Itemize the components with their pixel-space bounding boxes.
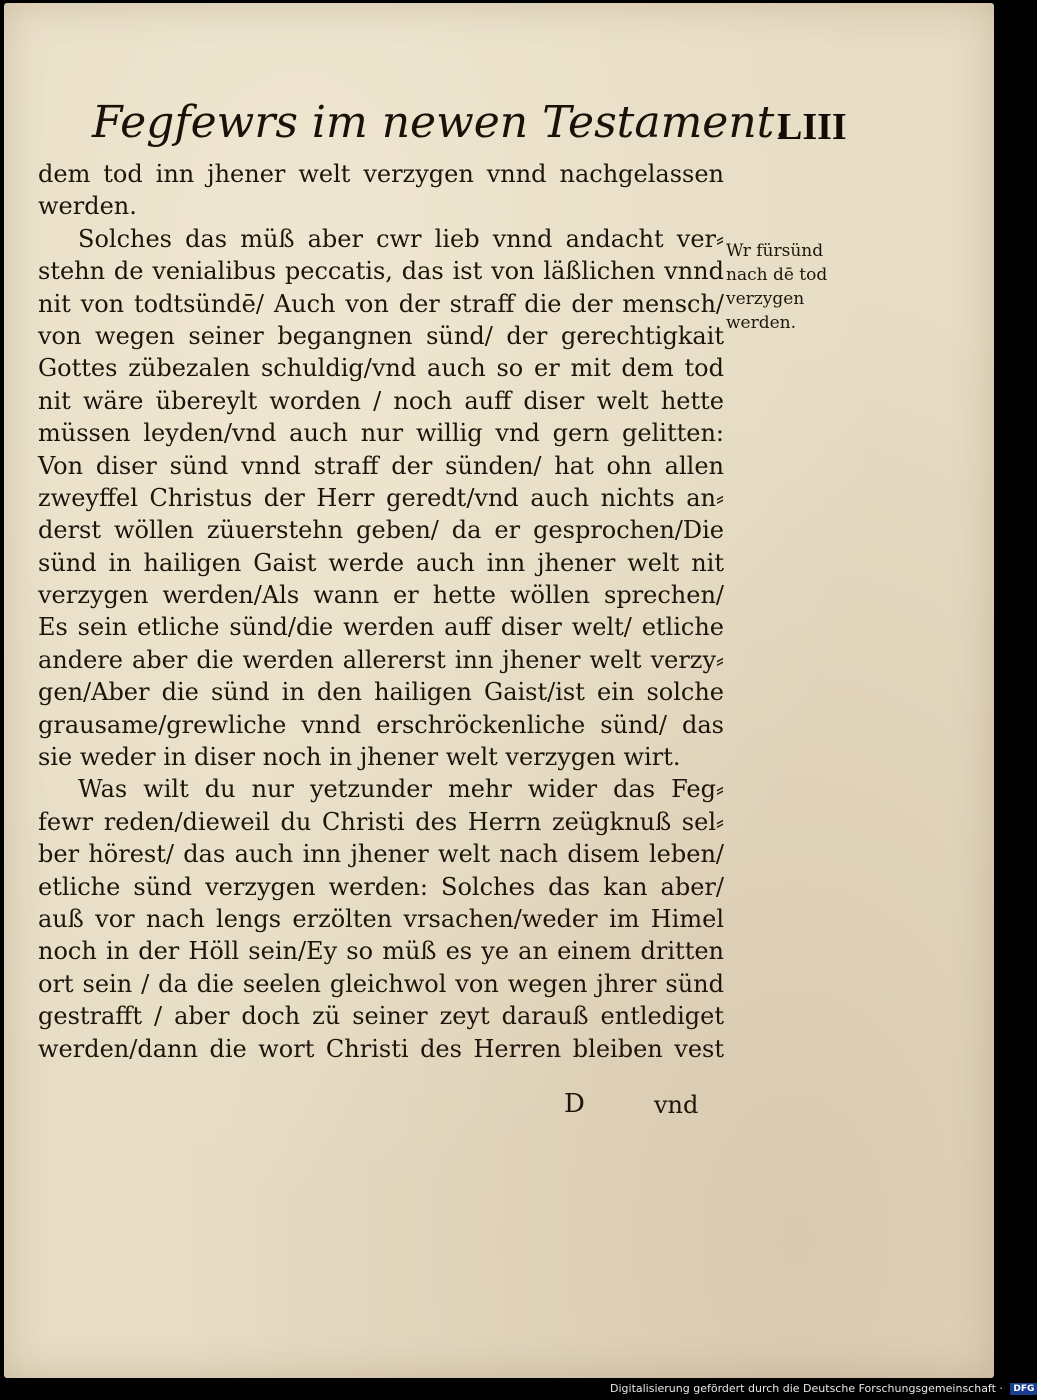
text-line: fewr reden/dieweil du Christi des Herrn zeügknuß sel⸗ [38,807,724,836]
text-line: von wegen seiner begangnen sünd/ der gerechtigkait [38,321,724,350]
text-line: noch in der Höll sein/Ey so müß es ye an einem dritten [38,937,724,966]
text-line: stehn de venialibus peccatis, das ist von läßlichen vnnd [38,257,724,286]
text-line: Solches das müß aber cwr lieb vnnd andacht ver⸗ [78,224,724,253]
text-line: auß vor nach lengs erzölten vrsachen/weder im Himel [38,904,724,933]
page-header [92,97,892,167]
text-line: Was wilt du nur yetzunder mehr wider das Feg⸗ [78,775,724,804]
text-line: gestrafft / aber doch zü seiner zeyt darauß entlediget [38,1002,724,1031]
digitization-credit [610,1382,1037,1398]
credit-text: Digitalisierung gefördert durch die Deutsche Forschungsgemeinschaft · [610,1382,1003,1395]
text-line: nit wäre übereylt worden / noch auff diser welt hette [38,386,724,415]
catchword-line [564,1089,714,1129]
text-line: Von diser sünd vnnd straff der sünden/ hat ohn allen [38,451,724,480]
text-line: Gottes zübezalen schuldig/vnd auch so er mit dem tod [38,354,724,383]
dfg-logo: DFG [1010,1383,1037,1395]
marginal-line: nach dē tod [726,265,828,285]
text-line: sünd in hailigen Gaist werde auch inn jhener welt nit [38,548,724,577]
marginal-note [726,239,856,335]
text-line: werden/dann die wort Christi des Herren bleiben vest [38,1034,724,1063]
marginal-line: verzygen [726,289,805,309]
text-line: nit von todtsündē/ Auch von der straff die der mensch/ [38,289,724,318]
text-line: gen/Aber die sünd in den hailigen Gaist/ist ein solche [38,678,724,707]
folio-number: LIII [777,106,847,148]
marginal-line: Wr fürsünd [726,241,824,261]
text-line: andere aber die werden allererst inn jhener welt verzy⸗ [38,645,724,674]
text-line: ber hörest/ das auch inn jhener welt nach disem leben/ [38,840,724,869]
text-line: zweyffel Christus der Herr geredt/vnd auch nichts an⸗ [38,483,724,512]
catchword: vnd [654,1091,699,1119]
text-line: grausame/grewliche vnnd erschröckenliche sünd/ das [38,710,724,739]
text-line: ort sein / da die seelen gleichwol von wegen jhrer sünd [38,969,724,998]
text-line: sie weder in diser noch in jhener welt verzygen wirt. [38,743,681,772]
text-line: derst wöllen züuerstehn geben/ da er gesprochen/Die [38,516,724,545]
signature-mark: D [564,1089,585,1119]
marginal-line: werden. [726,313,797,333]
main-text-block [38,158,724,1065]
text-line: verzygen werden/Als wann er hette wöllen sprechen/ [38,581,724,610]
text-line: werden. [38,192,137,221]
text-line: Es sein etliche sünd/die werden auff diser welt/ etliche [38,613,724,642]
running-title: Fegfewrs im newen Testament. [92,97,789,148]
text-line: etliche sünd verzygen werden: Solches das kan aber/ [38,872,724,901]
text-line: dem tod inn jhener welt verzygen vnnd nachgelassen [38,160,724,188]
text-line: müssen leyden/vnd auch nur willig vnd gern gelitten: [38,419,724,448]
book-page [4,3,994,1378]
